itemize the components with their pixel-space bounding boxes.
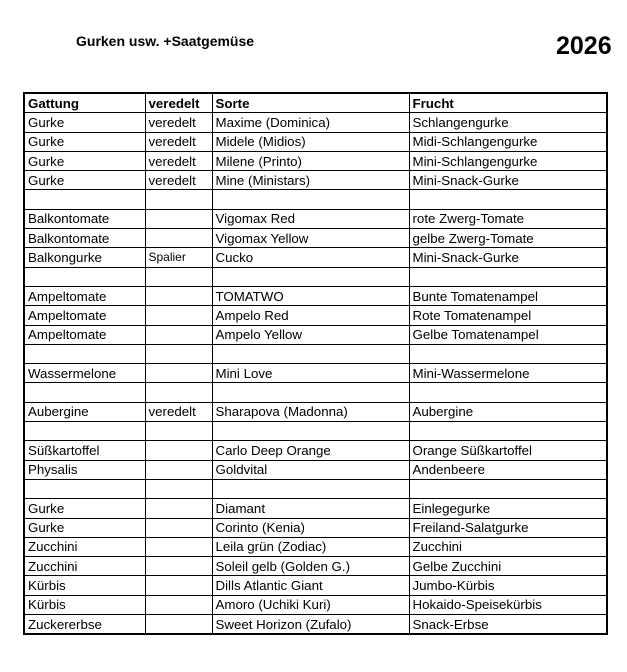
cell-veredelt (145, 537, 212, 556)
variety-table (23, 92, 608, 635)
cell-frucht: gelbe Zwerg-Tomate (409, 229, 607, 248)
cell-frucht (409, 422, 607, 441)
cell-gattung: Gurke (24, 171, 145, 190)
cell-sorte: Diamant (212, 499, 409, 518)
cell-sorte (212, 479, 409, 498)
cell-sorte (212, 267, 409, 286)
cell-veredelt (145, 286, 212, 305)
cell-gattung (24, 383, 145, 402)
cell-gattung: Aubergine (24, 402, 145, 421)
cell-frucht: Orange Süßkartoffel (409, 441, 607, 460)
cell-veredelt (145, 557, 212, 576)
table-row (24, 518, 607, 537)
table-row (24, 113, 607, 132)
cell-gattung: Zuckererbse (24, 615, 145, 635)
cell-gattung (24, 267, 145, 286)
cell-veredelt: veredelt (145, 151, 212, 170)
table-row (24, 460, 607, 479)
cell-gattung: Gurke (24, 132, 145, 151)
table-row (24, 441, 607, 460)
cell-gattung: Ampeltomate (24, 286, 145, 305)
cell-veredelt (145, 460, 212, 479)
table-row (24, 306, 607, 325)
cell-sorte: Carlo Deep Orange (212, 441, 409, 460)
header-sorte: Sorte (212, 93, 409, 113)
cell-frucht: Mini-Snack-Gurke (409, 171, 607, 190)
cell-frucht: Freiland-Salatgurke (409, 518, 607, 537)
cell-sorte: Ampelo Red (212, 306, 409, 325)
table-row (24, 132, 607, 151)
cell-frucht: Midi-Schlangengurke (409, 132, 607, 151)
cell-frucht: rote Zwerg-Tomate (409, 209, 607, 228)
cell-frucht: Jumbo-Kürbis (409, 576, 607, 595)
cell-veredelt (145, 344, 212, 363)
cell-gattung: Balkongurke (24, 248, 145, 267)
cell-veredelt (145, 325, 212, 344)
cell-gattung: Balkontomate (24, 229, 145, 248)
table-row (24, 557, 607, 576)
cell-frucht: Hokaido-Speisekürbis (409, 595, 607, 614)
cell-frucht: Schlangengurke (409, 113, 607, 132)
header-gattung: Gattung (24, 93, 145, 113)
cell-frucht: Gelbe Zucchini (409, 557, 607, 576)
cell-veredelt (145, 441, 212, 460)
table-row (24, 267, 607, 286)
table-row (24, 364, 607, 383)
cell-sorte: Maxime (Dominica) (212, 113, 409, 132)
cell-sorte: Goldvital (212, 460, 409, 479)
cell-sorte: Corinto (Kenia) (212, 518, 409, 537)
table-header-row (24, 93, 607, 113)
cell-veredelt: veredelt (145, 132, 212, 151)
cell-frucht: Mini-Snack-Gurke (409, 248, 607, 267)
cell-sorte: Milene (Printo) (212, 151, 409, 170)
table-row (24, 402, 607, 421)
cell-veredelt (145, 364, 212, 383)
cell-veredelt (145, 229, 212, 248)
table-row (24, 422, 607, 441)
cell-veredelt (145, 576, 212, 595)
table-row (24, 229, 607, 248)
cell-sorte (212, 190, 409, 209)
table-row (24, 248, 607, 267)
table-row (24, 190, 607, 209)
cell-gattung: Kürbis (24, 595, 145, 614)
cell-gattung (24, 190, 145, 209)
cell-gattung: Gurke (24, 113, 145, 132)
cell-sorte: Ampelo Yellow (212, 325, 409, 344)
cell-sorte: Sweet Horizon (Zufalo) (212, 615, 409, 635)
cell-veredelt (145, 306, 212, 325)
cell-veredelt (145, 209, 212, 228)
cell-sorte: Midele (Midios) (212, 132, 409, 151)
cell-gattung (24, 479, 145, 498)
header-veredelt: veredelt (145, 93, 212, 113)
cell-veredelt (145, 615, 212, 635)
table-row (24, 615, 607, 635)
cell-frucht (409, 344, 607, 363)
table-row (24, 171, 607, 190)
cell-veredelt (145, 422, 212, 441)
cell-frucht (409, 267, 607, 286)
cell-sorte: Leila grün (Zodiac) (212, 537, 409, 556)
table-row (24, 286, 607, 305)
cell-frucht (409, 383, 607, 402)
cell-sorte: Vigomax Yellow (212, 229, 409, 248)
cell-sorte: Soleil gelb (Golden G.) (212, 557, 409, 576)
cell-sorte: Mine (Ministars) (212, 171, 409, 190)
table-row (24, 344, 607, 363)
cell-frucht: Snack-Erbse (409, 615, 607, 635)
cell-veredelt: veredelt (145, 402, 212, 421)
cell-veredelt (145, 190, 212, 209)
cell-veredelt: veredelt (145, 171, 212, 190)
cell-sorte (212, 422, 409, 441)
table-row (24, 325, 607, 344)
cell-veredelt (145, 267, 212, 286)
cell-sorte: Mini Love (212, 364, 409, 383)
table-body (24, 113, 607, 635)
cell-gattung: Wassermelone (24, 364, 145, 383)
cell-veredelt (145, 518, 212, 537)
cell-gattung: Gurke (24, 151, 145, 170)
header-frucht: Frucht (409, 93, 607, 113)
cell-frucht: Mini-Wassermelone (409, 364, 607, 383)
cell-sorte: Vigomax Red (212, 209, 409, 228)
cell-frucht: Rote Tomatenampel (409, 306, 607, 325)
cell-frucht: Zucchini (409, 537, 607, 556)
table-row (24, 576, 607, 595)
document-title: Gurken usw. +Saatgemüse (76, 33, 255, 49)
table-row (24, 479, 607, 498)
cell-sorte: Cucko (212, 248, 409, 267)
table-row (24, 499, 607, 518)
cell-veredelt (145, 479, 212, 498)
cell-gattung: Gurke (24, 499, 145, 518)
table-row (24, 383, 607, 402)
cell-sorte: Sharapova (Madonna) (212, 402, 409, 421)
table-row (24, 151, 607, 170)
cell-gattung: Physalis (24, 460, 145, 479)
cell-gattung: Süßkartoffel (24, 441, 145, 460)
cell-sorte (212, 344, 409, 363)
cell-gattung: Balkontomate (24, 209, 145, 228)
cell-frucht: Aubergine (409, 402, 607, 421)
cell-frucht: Einlegegurke (409, 499, 607, 518)
cell-gattung (24, 344, 145, 363)
cell-veredelt (145, 499, 212, 518)
cell-gattung: Ampeltomate (24, 306, 145, 325)
cell-sorte: Amoro (Uchiki Kuri) (212, 595, 409, 614)
cell-veredelt: Spalier (145, 248, 212, 267)
cell-frucht (409, 190, 607, 209)
cell-gattung: Zucchini (24, 557, 145, 576)
cell-frucht (409, 479, 607, 498)
cell-frucht: Bunte Tomatenampel (409, 286, 607, 305)
cell-frucht: Andenbeere (409, 460, 607, 479)
table-row (24, 595, 607, 614)
year-label: 2026 (556, 32, 612, 60)
cell-gattung: Kürbis (24, 576, 145, 595)
cell-frucht: Mini-Schlangengurke (409, 151, 607, 170)
cell-gattung: Gurke (24, 518, 145, 537)
cell-sorte: TOMATWO (212, 286, 409, 305)
table-row (24, 209, 607, 228)
cell-frucht: Gelbe Tomatenampel (409, 325, 607, 344)
cell-veredelt: veredelt (145, 113, 212, 132)
cell-gattung: Ampeltomate (24, 325, 145, 344)
cell-veredelt (145, 383, 212, 402)
cell-veredelt (145, 595, 212, 614)
cell-gattung (24, 422, 145, 441)
cell-sorte (212, 383, 409, 402)
table-row (24, 537, 607, 556)
cell-gattung: Zucchini (24, 537, 145, 556)
cell-sorte: Dills Atlantic Giant (212, 576, 409, 595)
